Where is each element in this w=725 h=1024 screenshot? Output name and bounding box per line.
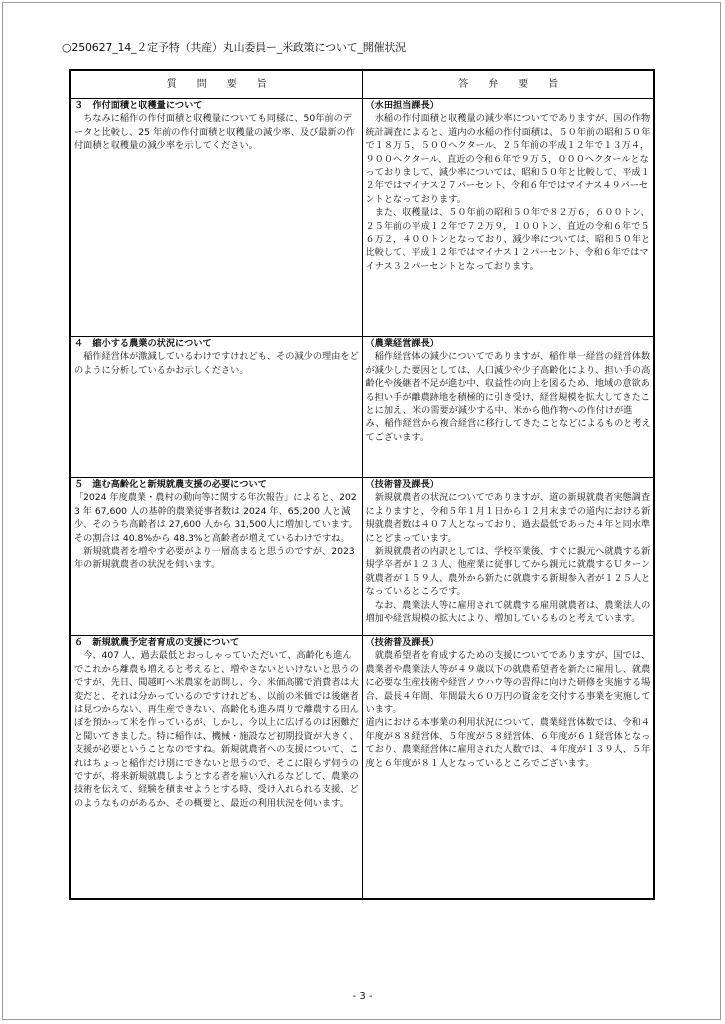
question-title: ６ 新規就農予定者育成の支援について [74, 637, 240, 648]
answer-speaker: （水田担当課長） [365, 100, 439, 111]
answer-speaker: （技術普及課長） [365, 479, 439, 490]
question-paragraph: ちなみに稲作の作付面積と収穫量についても同様に、50年前のデータと比較し、25 年前の作付面積と収穫量の減少率、及び最新の作付面積と収穫量の減少率を示してください。 [74, 113, 356, 152]
answer-cell [362, 636, 654, 900]
page-number: - 3 - [352, 991, 373, 1002]
question-title: ４ 縮小する農業の状況について [74, 338, 212, 349]
question-paragraph: 今、407 人、過去最低とおっしゃっていただいて、高齢化も進んでこれから離農も増えると考えると、増やさないといけないと思うのですが、先日、聞越町へ米農家を訪問し、今、米価高騰で消費者は大変だと、それは分かっているのですけれども、以前の米価では後継者は見つからない、再生産できない、高齢化も進み周りで離農する田んぼを預かって米を作っているが、しかし、今以上に広げるのは困難だと聞いてきました。特に稲作は、機械・施設など初期投資が大きく、支援が必要ということなのですね。新規就農者への支援について、これはちょっと稲作だけ別にできないと思うので、そこに限らず伺うのですが、将来新規就農しようとする者を雇い入れるなどして、農業の技術を伝えて、経験を積ませようとする時、受け入れられる支援、どのようなものがあるか、その概要と、最近の利用状況を伺います。 [74, 650, 359, 809]
answer-cell [362, 478, 654, 636]
answer-cell [362, 99, 654, 337]
answer-speaker: （農業経営課長） [365, 338, 439, 349]
table-row [70, 478, 654, 636]
table-row [70, 337, 654, 478]
answer-paragraph: なお、農業法人等に雇用されて就農する雇用就農者は、農業法人の増加や経営規模の拡大により、増加しているものと考えています。 [365, 599, 651, 625]
answer-column-header: 答 弁 要 旨 [362, 70, 654, 99]
document-title: ○250627_14_２定予特（共産）丸山委員ー_米政策について_開催状況 [62, 41, 406, 54]
answer-speaker: （技術普及課長） [365, 637, 439, 648]
question-paragraph: 「2024 年度農業・農村の動向等に関する年次報告」によると、2023 年 67,600 人の基幹的農業従事者数は 2024 年、65,200 人と減少、そのうち高齢者は 27,600 人から 31,500人に増加しています。その割合は 40.8%から 48.3%と高齢者が増えているわけですね。 [74, 492, 358, 544]
question-cell [70, 636, 362, 900]
question-paragraph: 稲作経営体が激減しているわけですけれども、その減少の理由をどのように分析しているかお示しください。 [74, 351, 359, 376]
answer-paragraph: 新規就農者の内訳としては、学校卒業後、すぐに親元へ就農する新規学卒者が１２３人、他産業に従事してから親元に就農するＵターン就農者が１５９人、農外から新たに就農する新規参入者が１２５人となっているところです。 [365, 546, 651, 598]
question-title: ５ 進む高齢化と新規就農支援の必要について [74, 479, 267, 490]
table-row [70, 636, 654, 900]
question-cell [70, 99, 362, 337]
question-column-header: 質 問 要 旨 [70, 70, 362, 99]
answer-paragraph: また、収穫量は、５０年前の昭和５０年で８２万６，６００トン、２５年前の平成１２年で７２万９，１００トン、直近の令和６年で５６万２，４００トンとなっており、減少率については、昭和５０年と比較して、平成１２年ではマイナス１２パーセント、令和６年ではマイナス３２パーセントとなっております。 [365, 207, 651, 272]
question-cell [70, 478, 362, 636]
question-paragraph: 新規就農者を増やす必要がより一層高まると思うのですが、2023 年の新規就農者の状況を伺います。 [74, 546, 355, 571]
question-cell [70, 337, 362, 478]
answer-cell [362, 337, 654, 478]
answer-paragraph: 道内における本事業の利用状況について、農業経営体数では、令和４年度が８８経営体、５年度が５８経営体、６年度が６１経営体となっており、農業経営体に雇用された人数では、４年度が１３９人、５年度と６年度が８１人となっているところでございます。 [365, 717, 651, 769]
table-header-row [70, 70, 654, 99]
answer-paragraph: 稲作経営体の減少についてでありますが、稲作単一経営の経営体数が減少した要因としては、人口減少や少子高齢化により、担い手の高齢化や後継者不足が進む中、収益性の向上を図るため、地域の意欲ある担い手が離農跡地を積極的に引き受け、経営規模を拡大してきたことに加え、米の需要が減少する中、米から他作物への作付けが進み、稲作経営から複合経営に移行してきたことなどによるものと考えてございます。 [365, 351, 651, 443]
answer-paragraph: 新規就農者の状況についてでありますが、道の新規就農者実態調査によりますと、令和５年１月１日から１２月末までの道内における新規就農者数は４０７人となっており、過去最低であった４年と同水準にとどまっています。 [365, 492, 651, 544]
answer-paragraph: 水稲の作付面積と収穫量の減少率についてでありますが、国の作物統計調査によると、道内の水稲の作付面積は、５０年前の昭和５０年で１８万５，５００ヘクタール、２５年前の平成１２年で１３万４，９００ヘクタール、直近の令和６年で９万５，０００ヘクタールとなっておりまして、減少率については、昭和５０年と比較して、平成１２年ではマイナス２７パーセント、令和６年ではマイナス４９パーセントとなっております。 [365, 113, 651, 205]
table-row [70, 99, 654, 337]
question-title: ３ 作付面積と収穫量について [74, 100, 203, 111]
qa-table [69, 69, 655, 900]
answer-paragraph: 就農希望者を育成するための支援についてでありますが、国では、農業者や農業法人等が４９歳以下の就農希望者を新たに雇用し、就農に必要な生産技術や経営ノウハウ等の習得に向けた研修を実施する場合、最長４年間、年間最大６０万円の資金を交付する事業を実施しています。 [365, 650, 651, 716]
